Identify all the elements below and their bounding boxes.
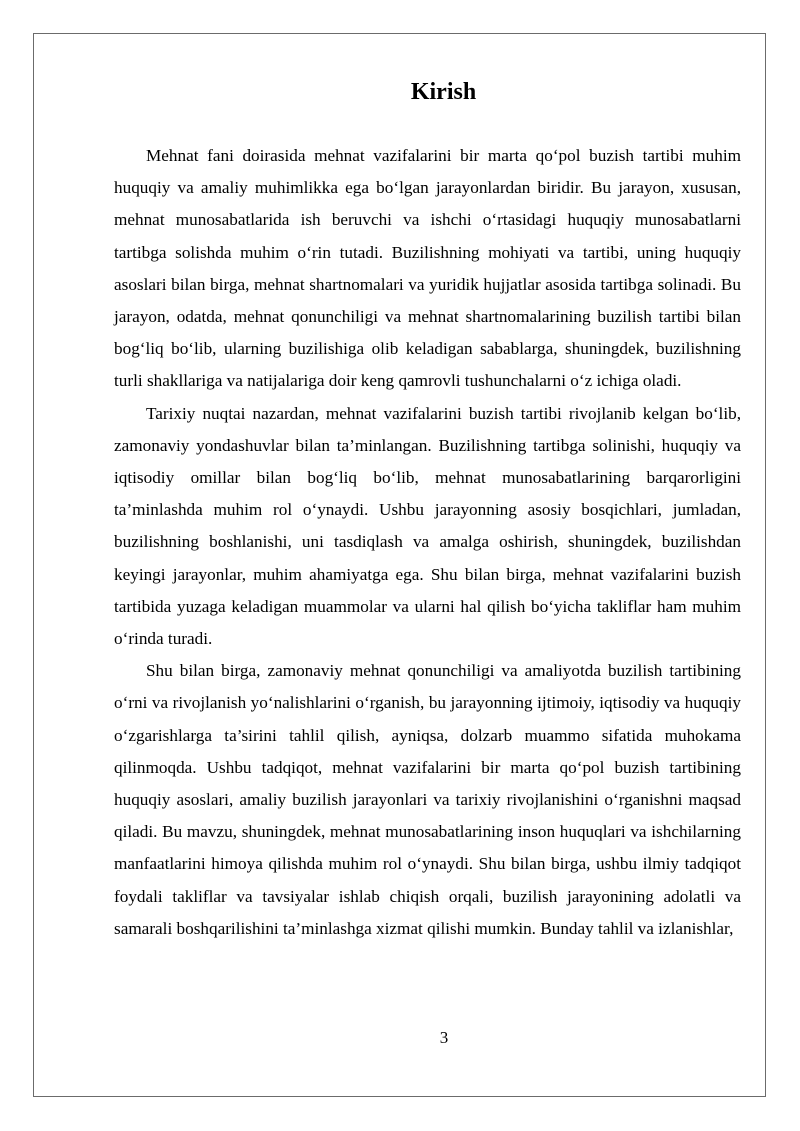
paragraph-3: Shu bilan birga, zamonaviy mehnat qonunchiligi va amaliyotda buzilish tartibining o‘rni va rivojlanish yo‘nalishlarini o‘rganish, bu jarayonning ijtimoiy, iqtisodiy va huquqiy o‘zgarishlarga ta’sirini tahlil qilish, ayniqsa, dolzarb muammo sifatida muhokama qilinmoqda. Ushbu tadqiqot, mehnat vazifalarini bir marta qo‘pol buzish tartibining huquqiy asoslari, amaliy buzilish jarayonlari va tarixiy rivojlanishini o‘rganishni maqsad qiladi. Bu mavzu, shuningdek, mehnat munosabatlarining inson huquqlari va ishchilarning manfaatlarini himoya qilishda muhim rol o‘ynaydi. Shu bilan birga, ushbu ilmiy tadqiqot foydali takliflar va tavsiyalar ishlab chiqish orqali, buzilish jarayonining adolatli va samarali boshqarilishini ta’minlashga xizmat qilishi mumkin. Bunday tahlil va izlanishlar, bbox=[114, 661, 741, 938]
document-title: Kirish bbox=[410, 79, 477, 105]
document-text bbox=[114, 140, 741, 945]
paragraph-2: Tarixiy nuqtai nazardan, mehnat vazifalarini buzish tartibi rivojlanib kelgan bo‘lib, zamonaviy yondashuvlar bilan ta’minlangan. Buzilishning tartibga solinishi, huquqiy va iqtisodiy omillar bilan bog‘liq bo‘lib, mehnat munosabatlarining barqarorligini ta’minlashda muhim rol o‘ynaydi. Ushbu jarayonning asosiy bosqichlari, jumladan, buzilishning boshlanishi, uni tasdiqlash va amalga oshirish, shuningdek, buzilishdan keyingi jarayonlar, muhim ahamiyatga ega. Shu bilan birga, mehnat vazifalarini buzish tartibida yuzaga keladigan muammolar va ularni hal qilish bo‘yicha takliflar ham muhim o‘rinda turadi. bbox=[114, 403, 741, 649]
paragraph-1: Mehnat fani doirasida mehnat vazifalarini bir marta qo‘pol buzish tartibi muhim huquqiy va amaliy muhimlikka ega bo‘lgan jarayonlardan biridir. Bu jarayon, xususan, mehnat munosabatlarida ish beruvchi va ishchi o‘rtasidagi huquqiy munosabatlarni tartibga solishda muhim o‘rin tutadi. Buzilishning mohiyati va tartibi, uning huquqiy asoslari bilan birga, mehnat shartnomalari va yuridik hujjatlar asosida tartibga solinadi. Bu jarayon, odatda, mehnat qonunchiligi va mehnat shartnomalarining buzilish tartibi bilan bog‘liq bo‘lib, ularning buzilishiga olib keladigan sabablarga, shuningdek, buzilishning turli shakllariga va natijalariga doir keng qamrovli tushunchalarni o‘z ichiga oladi. bbox=[114, 146, 741, 391]
page-number: 3 bbox=[439, 1028, 449, 1047]
document-body bbox=[114, 72, 741, 945]
